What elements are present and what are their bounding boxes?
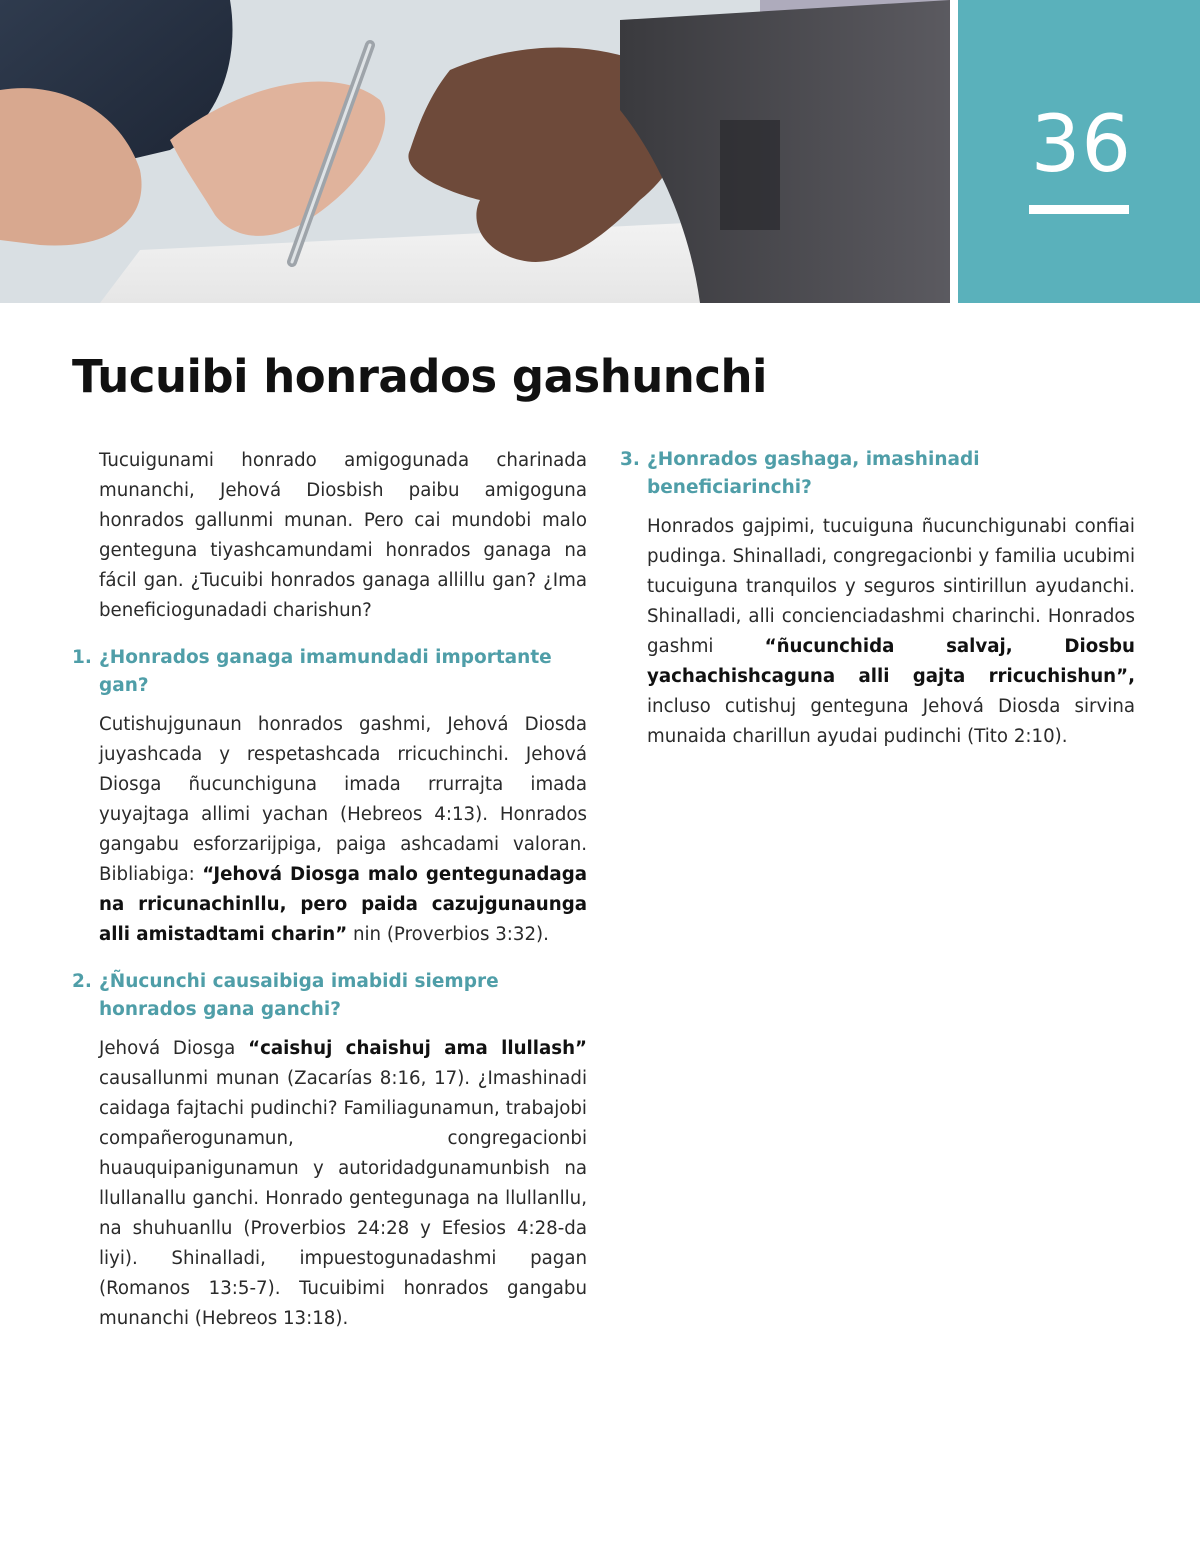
handshake-illustration [0,0,950,303]
column-right [620,446,1135,752]
column-left [72,446,587,1334]
section-1-question: ¿Honrados ganaga imamundadi importante gan? [99,647,552,696]
section-2-body-a: Jehová Diosga [99,1038,249,1059]
section-2-body-b: causallunmi munan (Zacarías 8:16, 17). ¿Imashinadi caidaga fajtachi pudinchi? Familiagunamun, trabajobi compañerogunamun, congregacionbi huauquipanigunamun y autoridadgunamunbish na llullanallu ganchi. Honrado gentegunaga na llullanllu, na shuhuanllu (Proverbios 24:28 y Efesios 4:28-da liyi). Shinalladi, impuestogunadashmi pagan (Romanos 13:5-7). Tucuibimi honrados gangabu munanchi (Hebreos 13:18). [99,1068,587,1329]
section-1-heading [72,644,587,700]
section-3-question: ¿Honrados gashaga, imashinadi beneficiarinchi? [647,449,980,498]
section-1-body-a: Cutishujgunaun honrados gashmi, Jehová Diosda juyashcada y respetashcada rricuchinchi. Jehová Diosga ñucunchiguna imada rrurrajta imada yuyajtaga allimi yachan (Hebreos 4:13). Honrados gangabu esforzarijpiga, paiga ashcadami valoran. Bibliabiga: [99,714,587,885]
section-1-body [99,710,587,950]
section-1-number: 1. [72,647,92,668]
section-2-body [99,1034,587,1334]
page-title: Tucuibi honrados gashunchi [72,350,767,403]
section-2-question: ¿Ñucunchi causaibiga imabidi siempre honrados gana ganchi? [99,971,499,1020]
intro-paragraph: Tucuigunami honrado amigogunada charinada munanchi, Jehová Diosbish paibu amigoguna honrados gallunmi munan. Pero cai mundobi malo genteguna tiyashcamundami honrados ganaga na fácil gan. ¿Tucuibi honrados ganaga allillu gan? ¿Ima beneficiogunadadi charishun? [99,450,587,621]
lesson-number-box [958,0,1200,303]
lesson-number-underline [1029,205,1129,214]
section-1-quote: “Jehová Diosga malo gentegunadaga na rricunachinllu, pero paida cazujgunaunga alli amistadtami charin” [99,864,587,945]
section-2-number: 2. [72,971,92,992]
section-2-heading [72,968,587,1024]
section-3-heading [620,446,1135,502]
section-3-body [647,512,1135,752]
hero-photo [0,0,950,303]
section-2-quote: “caishuj chaishuj ama llullash” [248,1038,587,1059]
section-3-quote: “ñucunchida salvaj, Diosbu yachachishcaguna alli gajta rricuchishun”, [647,636,1135,687]
section-3-body-b: incluso cutishuj genteguna Jehová Diosda sirvina munaida charillun ayudai pudinchi (Tito 2:10). [647,696,1135,747]
section-3-number: 3. [620,449,640,470]
section-3-body-a: Honrados gajpimi, tucuiguna ñucunchigunabi confiai pudinga. Shinalladi, congregacionbi y familia ucubimi tucuiguna tranquilos y seguros sintirillun ayudanchi. Shinalladi, alli concienciadashmi charinchi. Honrados gashmi [647,516,1135,657]
section-1-body-b: nin (Proverbios 3:32). [347,924,549,945]
lesson-number: 36 [1030,100,1132,190]
